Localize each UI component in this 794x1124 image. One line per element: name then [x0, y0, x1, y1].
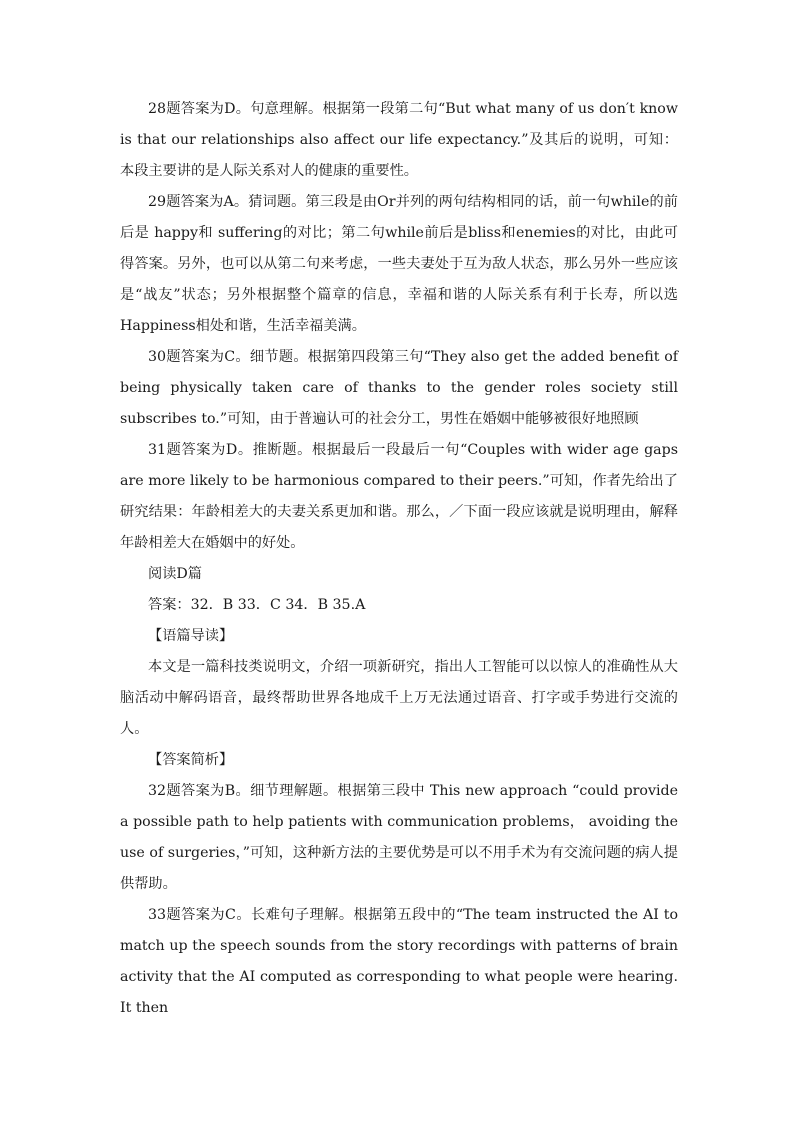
answer-32-explanation: 32题答案为B。细节理解题。根据第三段中 This new approach “could provide a possible path to help patients with communication problems， avoiding the use of surgeries，”可知，这种新方法的主要优势是可以不用手术为有交流问题的病人提供帮助。 [120, 783, 678, 892]
passage-guide-heading: 【语篇导读】 [148, 628, 234, 644]
answer-28-explanation: 28题答案为D。句意理解。根据第一段第二句“But what many of us don′t know is that our relationships also affect our life expectancy.”及其后的说明，可知：本段主要讲的是人际关系对人的健康的重要性。 [120, 101, 678, 179]
reading-d-answers: 答案：32．B 33．C 34．B 35.A [148, 597, 366, 613]
answer-explanation-page [120, 94, 678, 1024]
passage-guide-text: 本文是一篇科技类说明文，介绍一项新研究，指出人工智能可以以惊人的准确性从大脑活动中解码语音，最终帮助世界各地成千上万无法通过语音、打字或手势进行交流的人。 [120, 659, 678, 737]
answer-analysis-heading: 【答案简析】 [148, 752, 234, 768]
answer-33-explanation: 33题答案为C。长难句子理解。根据第五段中的“The team instructed the AI to match up the speech sounds from the story recordings with patterns of brain activity that the AI computed as corresponding to what people were hearing. It then [120, 907, 678, 1016]
answer-31-explanation: 31题答案为D。推断题。根据最后一段最后一句“Couples with wider age gaps are more likely to be harmonious compared to their peers.”可知，作者先给出了研究结果：年龄相差大的夫妻关系更加和谐。那么，／下面一段应该就是说明理由，解释年龄相差大在婚姻中的好处。 [120, 442, 678, 551]
reading-d-heading: 阅读D篇 [148, 566, 202, 582]
answer-30-explanation: 30题答案为C。细节题。根据第四段第三句“They also get the added benefit of being physically taken care of thanks to the gender roles society still subscribes to.”可知，由于普遍认可的社会分工，男性在婚姻中能够被很好地照顾 [120, 349, 678, 427]
answer-29-explanation: 29题答案为A。猜词题。第三段是由Or并列的两句结构相同的话，前一句while的前后是 happy和 suffering的对比；第二句while前后是bliss和enemies的对比，由此可得答案。另外，也可以从第二句来考虑，一些夫妻处于互为敌人状态，那么另外一些应该是“战友”状态；另外根据整个篇章的信息，幸福和谐的人际关系有利于长寿，所以选Happiness相处和谐，生活幸福美满。 [120, 194, 678, 334]
